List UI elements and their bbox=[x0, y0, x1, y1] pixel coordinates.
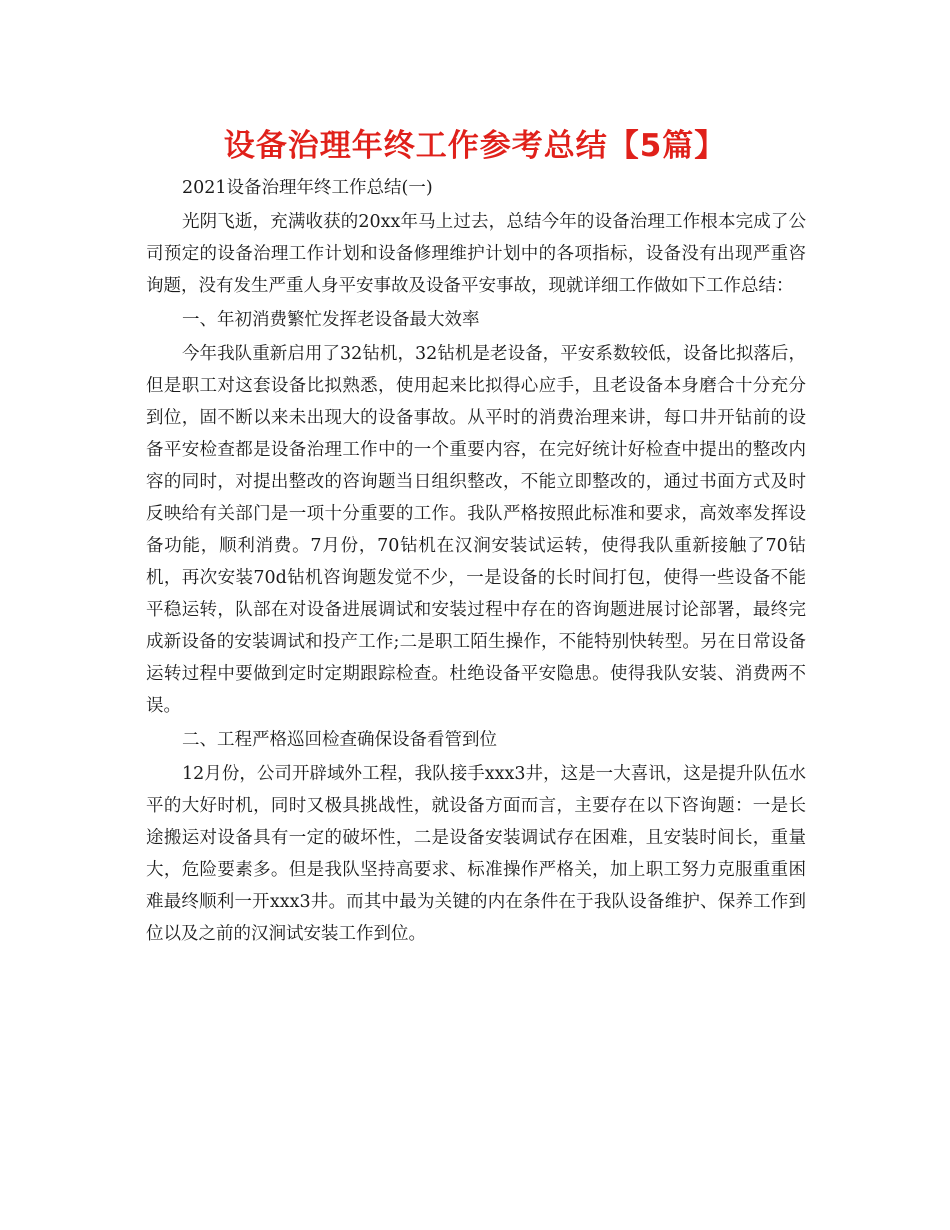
document-title: 设备治理年终工作参考总结【5篇】 bbox=[223, 128, 727, 164]
paragraph-intro: 光阴飞逝，充满收获的20xx年马上过去，总结今年的设备治理工作根本完成了公司预定的设备治理工作计划和设备修理维护计划中的各项指标，设备没有出现严重咨询题，没有发生严重人身平安事故及设备平安事故，现就详细工作做如下工作总结： bbox=[146, 212, 806, 296]
paragraph-section-2: 12月份，公司开辟域外工程，我队接手xxx3井，这是一大喜讯，这是提升队伍水平的大好时机，同时又极具挑战性，就设备方面而言，主要存在以下咨询题：一是长途搬运对设备具有一定的破坏性，二是设备安装调试存在困难，且安装时间长，重量大，危险要素多。但是我队坚持高要求、标准操作严格关，加上职工努力克服重重困难最终顺利一开xxx3井。而其中最为关键的内在条件在于我队设备维护、保养工作到位以及之前的汉涧试安装工作到位。 bbox=[146, 764, 806, 944]
section-subtitle: 2021设备治理年终工作总结(一) bbox=[182, 178, 433, 198]
section-heading-1: 一、年初消费繁忙发挥老设备最大效率 bbox=[182, 310, 480, 330]
section-heading-2: 二、工程严格巡回检查确保设备看管到位 bbox=[182, 730, 497, 750]
paragraph-section-1: 今年我队重新启用了32钻机，32钻机是老设备，平安系数较低，设备比拟落后，但是职工对这套设备比拟熟悉，使用起来比拟得心应手，且老设备本身磨合十分充分到位，固不断以来未出现大的设备事故。从平时的消费治理来讲，每口井开钻前的设备平安检查都是设备治理工作中的一个重要内容，在完好统计好检查中提出的整改内容的同时，对提出整改的咨询题当日组织整改，不能立即整改的，通过书面方式及时反映给有关部门是一项十分重要的工作。我队严格按照此标准和要求，高效率发挥设备功能，顺利消费。7月份，70钻机在汉涧安装试运转，使得我队重新接触了70钻机，再次安装70d钻机咨询题发觉不少，一是设备的长时间打包，使得一些设备不能平稳运转，队部在对设备进展调试和安装过程中存在的咨询题进展讨论部署，最终完成新设备的安装调试和投产工作;二是职工陌生操作，不能特别快转型。另在日常设备运转过程中要做到定时定期跟踪检查。杜绝设备平安隐患。使得我队安装、消费两不误。 bbox=[146, 344, 806, 716]
document-body bbox=[146, 170, 806, 950]
